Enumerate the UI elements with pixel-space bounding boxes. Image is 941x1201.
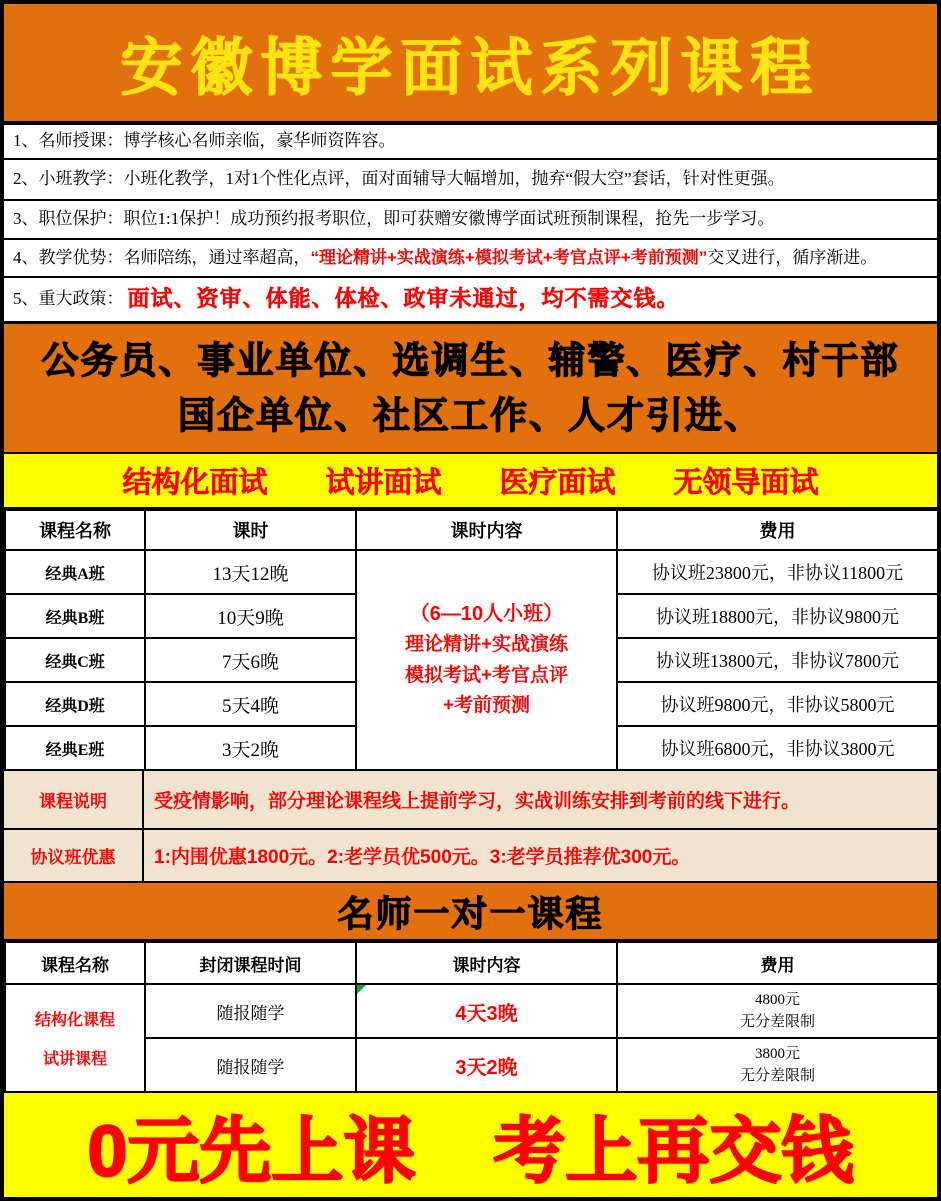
- content-line: 模拟考试+考官点评: [404, 664, 569, 686]
- duration-cell: 3天2晚: [145, 726, 356, 770]
- fee-cell: 协议班13800元，非协议7800元: [617, 638, 938, 682]
- fee-condition: 无分差限制: [739, 1014, 815, 1030]
- header-course-name: 课程名称: [5, 942, 145, 984]
- content-line: 理论精讲+实战演练: [404, 634, 569, 656]
- course-name-cell: 经典E班: [5, 726, 145, 770]
- audience-line-2: 国企单位、社区工作、人才引进、: [178, 395, 763, 436]
- header-schedule: 封闭课程时间: [145, 942, 356, 984]
- duration-cell: 13天12晚: [145, 550, 356, 594]
- table-row: [5, 1038, 938, 1092]
- note-content: 1:内围优惠1800元。2:老学员优500元。3:老学员推荐优300元。: [154, 846, 691, 868]
- exam-type-leaderless: 无领导面试: [673, 467, 819, 499]
- audience-banner: [4, 324, 937, 454]
- footer-slogan-part-1: 0元先上课: [87, 1112, 416, 1192]
- feature-text: 交叉进行，循序渐进。: [707, 247, 878, 267]
- course-name-structured: 结构化课程: [34, 1012, 115, 1029]
- fee-cell: [617, 984, 938, 1038]
- one-on-one-banner: [4, 883, 937, 941]
- exam-type-medical: 医疗面试: [499, 467, 616, 499]
- header-content: 课时内容: [356, 942, 617, 984]
- course-name-cell: 经典C班: [5, 638, 145, 682]
- course-name-lecture: 试讲课程: [42, 1051, 107, 1068]
- duration-cell: 3天2晚: [356, 1038, 617, 1092]
- feature-highlight-policy: 面试、资审、体能、体检、政审未通过，均不需交钱。: [127, 286, 680, 312]
- fee-amount: 4800元: [754, 991, 800, 1008]
- audience-line-1: 公务员、事业单位、选调生、辅警、医疗、村干部: [41, 339, 900, 381]
- exam-type-structured: 结构化面试: [122, 467, 268, 499]
- course-name-cell: 经典B班: [5, 594, 145, 638]
- top-banner: [4, 4, 937, 125]
- course-name-cell: 经典A班: [5, 550, 145, 594]
- feature-text: 5、重大政策：: [13, 289, 124, 309]
- duration-text: 4天3晚: [455, 1002, 518, 1025]
- exam-type-strip: [4, 454, 937, 509]
- one-on-one-table: [4, 941, 939, 1093]
- feature-item-4: [4, 240, 937, 278]
- footer-slogan-banner: [4, 1093, 937, 1197]
- fee-amount: 3800元: [754, 1045, 800, 1062]
- fee-cell: 协议班6800元，非协议3800元: [617, 726, 938, 770]
- course-name-cell: 经典D班: [5, 682, 145, 726]
- poster-title: 安徽博学面试系列课程: [120, 35, 821, 103]
- exam-type-lecture: 试讲面试: [325, 467, 442, 499]
- fee-cell: [617, 1038, 938, 1092]
- header-fee: 费用: [617, 942, 938, 984]
- feature-list: [4, 125, 937, 324]
- header-course-name: 课程名称: [5, 510, 145, 550]
- content-line: +考前预测: [442, 695, 531, 717]
- fee-cell: 协议班9800元，非协议5800元: [617, 682, 938, 726]
- feature-item-1: [4, 125, 937, 160]
- excel-corner-marker-icon: [357, 985, 366, 994]
- note-content: 受疫情影响，部分理论课程线上提前学习，实战训练安排到考前的线下进行。: [154, 790, 801, 812]
- feature-text: 3、职位保护：职位1:1保护！成功预约报考职位，即可获赠安徽博学面试班预制课程，抢先一步学习。: [13, 209, 775, 229]
- table-header-row: [5, 510, 938, 550]
- duration-cell: 7天6晚: [145, 638, 356, 682]
- feature-item-3: [4, 201, 937, 240]
- schedule-cell: 随报随学: [145, 1038, 356, 1092]
- feature-item-5: [4, 278, 937, 324]
- fee-cell: 协议班18800元，非协议9800元: [617, 594, 938, 638]
- feature-text: 1、名师授课：博学核心名师亲临，豪华师资阵容。: [13, 131, 396, 151]
- feature-highlight: “理论精讲+实战演练+模拟考试+考官点评+考前预测”: [310, 247, 708, 267]
- header-content: 课时内容: [356, 510, 617, 550]
- feature-text: 2、小班教学：小班化教学，1对1个性化点评，面对面辅导大幅增加，抛弃“假大空”套话，针对性更强。: [13, 169, 785, 189]
- discount-note-row: [4, 830, 937, 883]
- note-label: 课程说明: [4, 771, 144, 828]
- footer-slogan-part-2: 考上再交钱: [493, 1112, 854, 1192]
- duration-cell: 5天4晚: [145, 682, 356, 726]
- note-label: 协议班优惠: [4, 830, 144, 881]
- header-fee: 费用: [617, 510, 938, 550]
- one-on-one-banner-text: 名师一对一课程: [337, 892, 604, 934]
- table-header-row: [5, 942, 938, 984]
- course-price-table: [4, 509, 939, 771]
- feature-item-2: [4, 160, 937, 201]
- content-line: （6—10人小班）: [409, 603, 564, 626]
- course-note-row: [4, 771, 937, 830]
- fee-cell: 协议班23800元，非协议11800元: [617, 550, 938, 594]
- header-hours: 课时: [145, 510, 356, 550]
- schedule-cell: 随报随学: [145, 984, 356, 1038]
- duration-cell: 10天9晚: [145, 594, 356, 638]
- table-row: [5, 550, 938, 594]
- content-merged-cell: [356, 550, 617, 770]
- table-row: [5, 984, 938, 1038]
- feature-text: 4、教学优势：名师陪练，通过率超高，: [13, 247, 311, 267]
- duration-cell: [356, 984, 617, 1038]
- fee-condition: 无分差限制: [739, 1068, 815, 1084]
- course-names-merged-cell: [5, 984, 145, 1092]
